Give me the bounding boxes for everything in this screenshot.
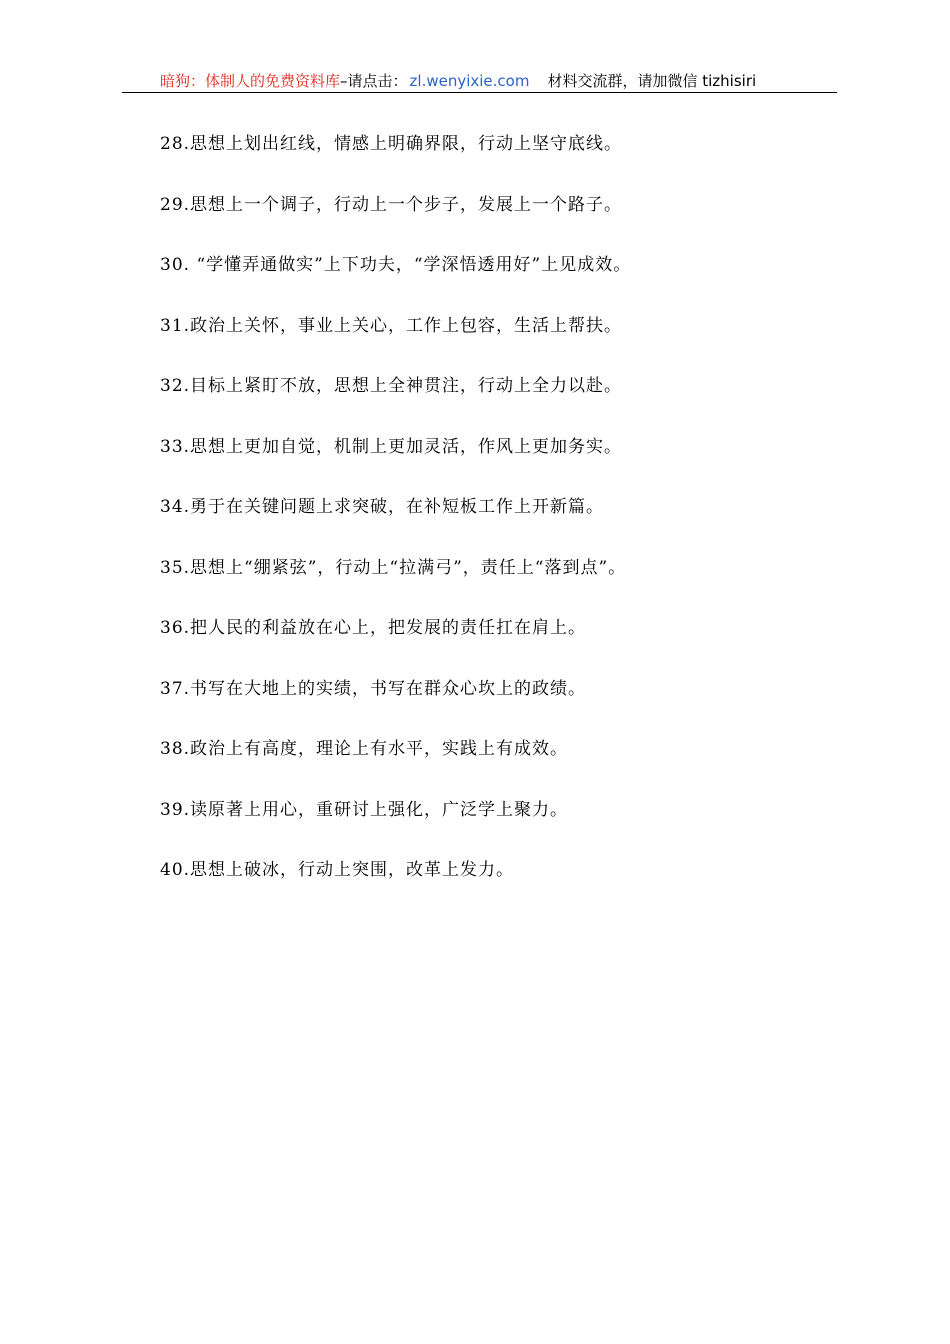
list-item: 29.思想上一个调子，行动上一个步子，发展上一个路子。 <box>160 194 623 215</box>
list-item: 39.读原著上用心，重研讨上强化，广泛学上聚力。 <box>160 799 569 820</box>
header-divider <box>122 92 837 93</box>
list-item: 36.把人民的利益放在心上，把发展的责任扛在肩上。 <box>160 618 587 638</box>
header-brand: 暗狗：体制人的免费资料库 <box>160 72 341 90</box>
list-item: 31.政治上关怀，事业上关心，工作上包容，生活上帮扶。 <box>160 315 623 336</box>
page-header <box>160 70 840 92</box>
list-item: 32.目标上紧盯不放，思想上全神贯注，行动上全力以赴。 <box>160 376 623 396</box>
list-item: 28.思想上划出红线，情感上明确界限，行动上坚守底线。 <box>160 134 623 154</box>
list-item: 30. “学懂弄通做实”上下功夫，“学深悟透用好”上见成效。 <box>160 255 632 275</box>
header-prompt: –请点击： <box>340 72 408 90</box>
list-item: 40.思想上破冰，行动上突围，改革上发力。 <box>160 860 515 880</box>
list-item: 35.思想上“绷紧弦”，行动上“拉满弓”，责任上“落到点”。 <box>160 557 627 578</box>
header-contact: 材料交流群，请加微信 tizhisiri <box>547 72 757 90</box>
list-item: 34.勇于在关键问题上求突破，在补短板工作上开新篇。 <box>160 497 605 517</box>
list-item: 37.书写在大地上的实绩，书写在群众心坎上的政绩。 <box>160 678 587 699</box>
list-item: 38.政治上有高度，理论上有水平，实践上有成效。 <box>160 739 569 759</box>
item-list <box>160 130 860 917</box>
header-link[interactable]: zl.wenyixie.com <box>409 72 530 90</box>
list-item: 33.思想上更加自觉，机制上更加灵活，作风上更加务实。 <box>160 436 623 457</box>
